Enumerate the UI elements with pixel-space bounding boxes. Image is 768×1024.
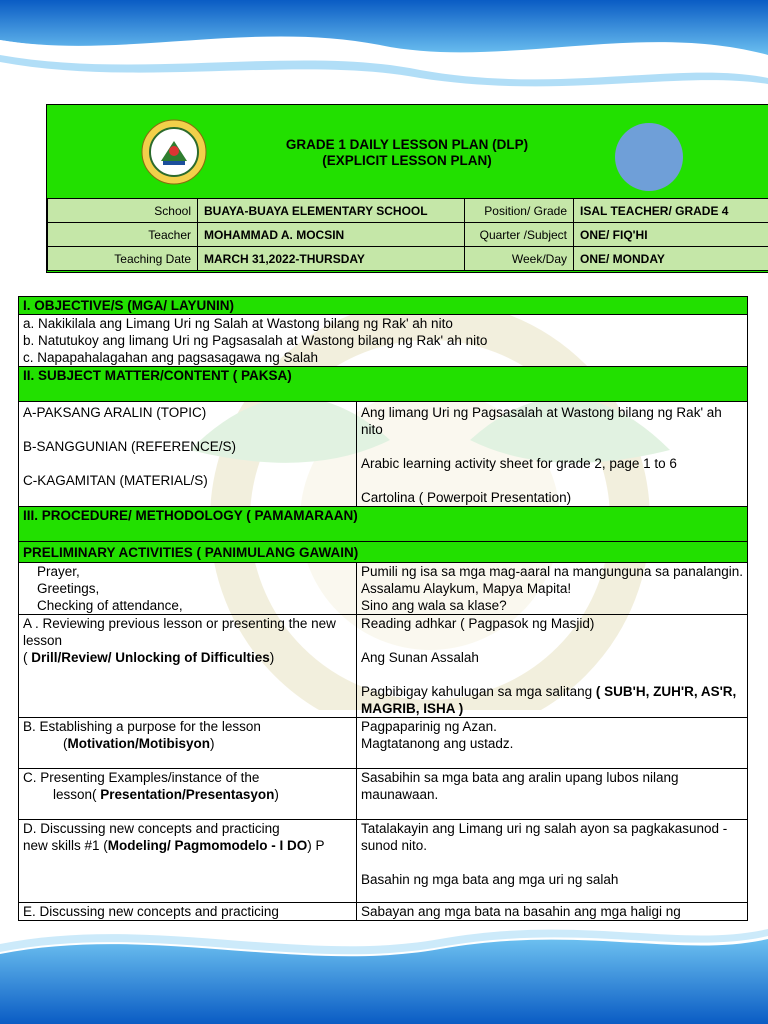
objectives-list <box>19 315 748 367</box>
info-label: Teacher <box>48 223 198 247</box>
info-label: Week/Day <box>465 247 574 271</box>
step-c-right: Sasabihin sa mga bata ang aralin upang lubos nilang maunawaan. <box>357 769 748 820</box>
prelim-detail: Pumili ng isa sa mga mag-aaral na mangunguna sa panalangin. <box>361 564 743 579</box>
step-d-left <box>19 820 357 903</box>
info-label: Teaching Date <box>48 247 198 271</box>
subject-item: A-PAKSANG ARALIN (TOPIC) <box>23 405 207 420</box>
objective-item: a. Nakikilala ang Limang Uri ng Salah at Wastong bilang ng Rak' ah nito <box>23 316 453 331</box>
prelim-detail: Assalamu Alaykum, Mapya Mapita! <box>361 581 572 596</box>
step-method: Motivation/Motibisyon <box>67 736 210 751</box>
step-text-pre: new skills #1 ( <box>23 838 108 853</box>
section-subject-header <box>19 367 748 402</box>
prelim-item: Greetings, <box>37 581 100 596</box>
barmm-logo <box>141 119 207 185</box>
info-value: MOHAMMAD A. MOCSIN <box>198 223 465 247</box>
title-line-2: (EXPLICIT LESSON PLAN) <box>322 153 492 168</box>
lesson-plan-table <box>18 296 748 921</box>
section-title: II. SUBJECT MATTER/CONTENT ( PAKSA) <box>19 367 748 402</box>
subject-detail: Ang limang Uri ng Pagsasalah at Wastong bilang ng Rak' ah nito <box>361 405 722 437</box>
section-title: III. PROCEDURE/ METHODOLOGY ( PAMAMARAAN) <box>19 507 748 542</box>
step-detail-text: Pagbibigay kahulugan sa mga salitang <box>361 684 596 699</box>
step-d-row <box>19 820 748 903</box>
step-c-left <box>19 769 357 820</box>
info-value: ONE/ MONDAY <box>574 247 768 271</box>
step-b-left <box>19 718 357 769</box>
info-value: ONE/ FIQ'HI <box>574 223 768 247</box>
step-a-right <box>357 615 748 718</box>
section-objectives-header <box>19 297 748 315</box>
info-label: School <box>48 199 198 223</box>
step-text <box>23 837 352 854</box>
step-a-left <box>19 615 357 718</box>
bottom-wave-decoration <box>0 914 768 1024</box>
objectives-row <box>19 315 748 367</box>
step-text: C. Presenting Examples/instance of the <box>23 770 260 785</box>
blue-circle-placeholder <box>615 123 683 191</box>
step-text: A . Reviewing previous lesson or presenting the new lesson <box>23 616 336 648</box>
objective-item: c. Napapahalagahan ang pagsasagawa ng Salah <box>23 350 318 365</box>
prelim-item: Checking of attendance, <box>37 598 183 613</box>
section-procedure-header <box>19 507 748 542</box>
prelim-right <box>357 563 748 615</box>
step-e-left: E. Discussing new concepts and practicing <box>19 903 357 921</box>
step-detail: Pagpaparinig ng Azan. <box>361 719 497 734</box>
step-text-post: ) <box>269 650 275 665</box>
subject-left <box>19 402 357 507</box>
step-b-right <box>357 718 748 769</box>
step-a-row <box>19 615 748 718</box>
subject-item: C-KAGAMITAN (MATERIAL/S) <box>23 473 208 488</box>
step-detail: Basahin ng mga bata ang mga uri ng salah <box>361 872 619 887</box>
dlp-header <box>46 104 768 273</box>
step-text-pre: lesson( <box>53 787 101 802</box>
info-row-date <box>48 247 768 271</box>
info-value: ISAL TEACHER/ GRADE 4 <box>574 199 768 223</box>
step-method: Drill/Review/ Unlocking of Difficulties <box>31 650 270 665</box>
section-preliminary-header <box>19 542 748 563</box>
step-detail: Magtatanong ang ustadz. <box>361 736 514 751</box>
step-detail <box>361 683 743 717</box>
step-detail: Reading adhkar ( Pagpasok ng Masjid) <box>361 616 595 631</box>
step-text <box>23 786 352 803</box>
info-row-teacher <box>48 223 768 247</box>
subject-row <box>19 402 748 507</box>
info-label: Position/ Grade <box>465 199 574 223</box>
step-method: Modeling/ Pagmomodelo - I DO <box>107 838 308 853</box>
objective-item: b. Natutukoy ang limang Uri ng Pagsasalah at Wastong bilang ng Rak' ah nito <box>23 333 488 348</box>
prelim-row <box>19 563 748 615</box>
info-table <box>47 198 768 271</box>
subject-detail: Cartolina ( Powerpoit Presentation) <box>361 490 572 505</box>
step-e-right: Sabayan ang mga bata na basahin ang mga haligi ng <box>357 903 748 921</box>
step-text-post: ) <box>210 736 215 751</box>
step-detail-bold: ( SUB'H, ZUH'R, AS'R, MAGRIB, ISHA ) <box>361 684 737 716</box>
step-text-post: ) <box>274 787 279 802</box>
title-line-1: GRADE 1 DAILY LESSON PLAN (DLP) <box>285 137 529 152</box>
step-detail: Tatalakayin ang Limang uri ng salah ayon sa pagkakasunod -sunod nito. <box>361 821 728 853</box>
prelim-left <box>19 563 357 615</box>
step-text <box>23 649 352 666</box>
dlp-title <box>227 137 587 169</box>
step-detail: Ang Sunan Assalah <box>361 650 479 665</box>
prelim-detail: Sino ang wala sa klase? <box>361 598 507 613</box>
step-c-row <box>19 769 748 820</box>
subject-item: B-SANGGUNIAN (REFERENCE/S) <box>23 439 237 454</box>
step-b-row <box>19 718 748 769</box>
section-title: I. OBJECTIVE/S (MGA/ LAYUNIN) <box>19 297 748 315</box>
step-text-post: ) P <box>307 838 325 853</box>
step-text-pre: ( <box>63 736 68 751</box>
info-value: BUAYA-BUAYA ELEMENTARY SCHOOL <box>198 199 465 223</box>
section-title: PRELIMINARY ACTIVITIES ( PANIMULANG GAWAIN) <box>19 542 748 563</box>
info-label: Quarter /Subject <box>465 223 574 247</box>
subject-right <box>357 402 748 507</box>
step-text <box>23 735 352 752</box>
step-method: Presentation/Presentasyon <box>100 787 275 802</box>
step-d-right <box>357 820 748 903</box>
info-value: MARCH 31,2022-THURSDAY <box>198 247 465 271</box>
step-text: B. Establishing a purpose for the lesson <box>23 719 261 734</box>
info-row-school <box>48 199 768 223</box>
subject-detail: Arabic learning activity sheet for grade 2, page 1 to 6 <box>361 456 677 471</box>
top-wave-decoration <box>0 0 768 110</box>
step-text-pre: ( <box>23 650 32 665</box>
prelim-item: Prayer, <box>37 564 80 579</box>
step-text: D. Discussing new concepts and practicing <box>23 821 280 836</box>
